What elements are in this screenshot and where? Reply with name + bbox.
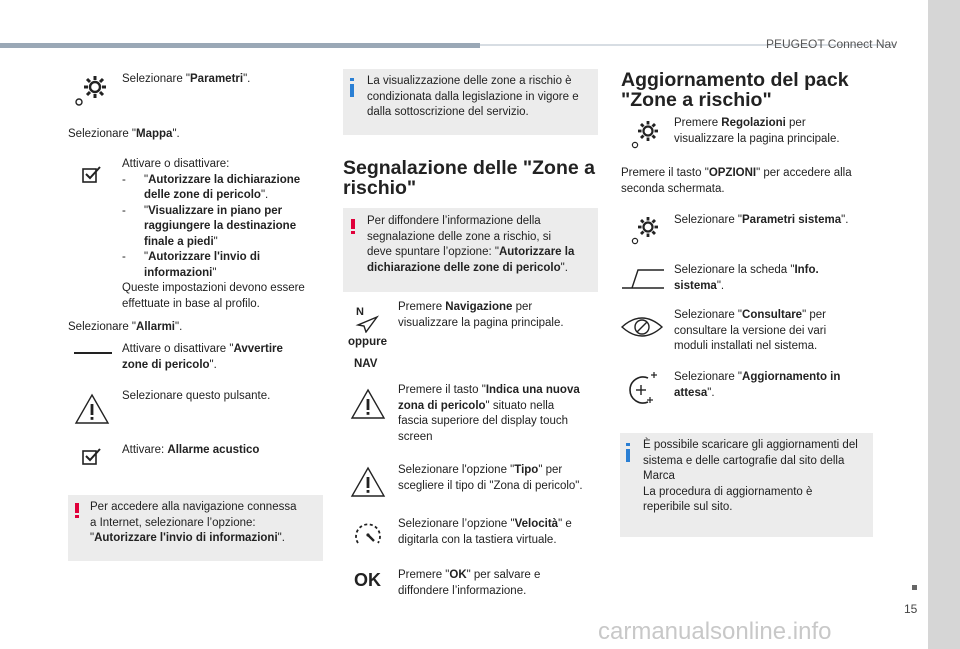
- heading-aggiornamento: Aggiornamento del pack "Zone a rischio": [621, 69, 849, 111]
- svg-text:N: N: [356, 306, 364, 318]
- premere-tasto: Premere il tasto "Indica una nuova zona di pericolo" situato nella fascia superiore del display touch screen: [398, 384, 580, 443]
- warning-text-1: Per accedere alla navigazione connessa a Internet, selezionare l’opzione: "Autorizzare l'invio di informazioni".: [90, 501, 297, 544]
- bullet-3: - "Autorizzare l'invio di informazioni": [122, 251, 261, 279]
- sel-mappa: Selezionare "Mappa".: [68, 128, 180, 140]
- attivare-allarme: Attivare: Allarme acustico: [122, 444, 260, 456]
- header-title: PEUGEOT Connect Nav: [766, 37, 898, 51]
- sel-aggiornamento: Selezionare "Aggiornamento in attesa".: [674, 371, 841, 399]
- nav-label: NAV: [354, 358, 378, 370]
- warning-triangle-icon: [350, 466, 386, 498]
- sel-allarmi: Selezionare "Allarmi".: [68, 321, 183, 333]
- navigation-arrow-icon: [354, 305, 380, 333]
- warning-mark-dot: [351, 231, 355, 234]
- speedometer-icon: [352, 519, 384, 549]
- tab-icon: [620, 268, 666, 290]
- avvertire: Attivare o disattivare "Avvertire zone di pericolo".: [122, 343, 283, 371]
- attivare-block: [122, 157, 322, 312]
- page-number: 15: [904, 602, 918, 616]
- gear-icon: [628, 116, 664, 152]
- warning-triangle-icon: [350, 388, 386, 420]
- sel-pulsante: Selezionare questo pulsante.: [122, 390, 271, 402]
- sel-consultare: Selezionare "Consultare" per consultare la versione dei vari moduli installati nel sistema.: [674, 309, 827, 352]
- heading-segnalazione: Segnalazione delle "Zone a rischio": [343, 157, 595, 199]
- toggle-line-icon: [74, 352, 112, 354]
- sel-parametri: Selezionare "Parametri".: [122, 73, 251, 85]
- attivare-title: Attivare o disattivare:: [122, 158, 230, 170]
- info-mark: [350, 84, 354, 97]
- info-mark-dot: [626, 443, 630, 446]
- header-rule: [0, 43, 480, 48]
- sel-info: Selezionare la scheda "Info. sistema".: [674, 264, 819, 292]
- info-text-1: La visualizzazione delle zone a rischio è condizionata dalla legislazione in vigore e dalla sottoscrizione del servizio.: [367, 75, 579, 118]
- page-sidebar: [928, 0, 960, 649]
- page-marker: [912, 585, 917, 590]
- premere-opzioni: Premere il tasto "OPZIONI" per accedere alla seconda schermata.: [621, 167, 852, 195]
- premere-nav: Premere Navigazione per visualizzare la pagina principale.: [398, 301, 564, 329]
- gear-icon: [73, 72, 109, 108]
- warning-mark: [351, 219, 355, 229]
- update-icon: [622, 370, 662, 408]
- bullet-2: - "Visualizzare in piano per raggiungere la destinazione finale a piedi": [122, 204, 297, 248]
- sel-velocita: Selezionare l’opzione "Velocità" e digitarla con la tastiera virtuale.: [398, 518, 572, 546]
- oppure-label: oppure: [348, 336, 387, 348]
- sel-parametri-sistema: Selezionare "Parametri sistema".: [674, 214, 849, 226]
- info-mark-dot: [350, 78, 354, 81]
- note-profile-1: Queste impostazioni devono essere: [122, 282, 305, 294]
- checkbox-icon: [82, 165, 102, 183]
- sel-tipo: Selezionare l'opzione "Tipo" per scegliere il tipo di "Zona di pericolo".: [398, 464, 583, 492]
- checkbox-icon: [82, 447, 102, 465]
- premere-ok: Premere "OK" per salvare e diffondere l’informazione.: [398, 569, 541, 597]
- warning-text-2: Per diffondere l’informazione della segnalazione delle zone a rischio, si deve spuntare l’opzione: "Autorizzare la dichiarazione delle zone di pericolo".: [367, 215, 575, 274]
- warning-mark: [75, 503, 79, 513]
- eye-icon: [620, 313, 664, 341]
- warning-mark-dot: [75, 515, 79, 518]
- bullet-1: - "Autorizzare la dichiarazione delle zone di pericolo".: [122, 173, 301, 201]
- premere-regolazioni: Premere Regolazioni per visualizzare la pagina principale.: [674, 117, 840, 145]
- warning-triangle-icon: [74, 393, 110, 425]
- info-mark: [626, 449, 630, 462]
- info-text-2: È possibile scaricare gli aggiornamenti del sistema e delle cartografie dal sito della Marca La procedura di aggiornamento è reperibile sul sito.: [643, 439, 858, 513]
- ok-icon: OK: [354, 570, 381, 590]
- note-profile-2: effettuate in base al profilo.: [122, 297, 260, 310]
- gear-icon: [628, 212, 664, 248]
- watermark: carmanualsonline.info: [598, 618, 832, 645]
